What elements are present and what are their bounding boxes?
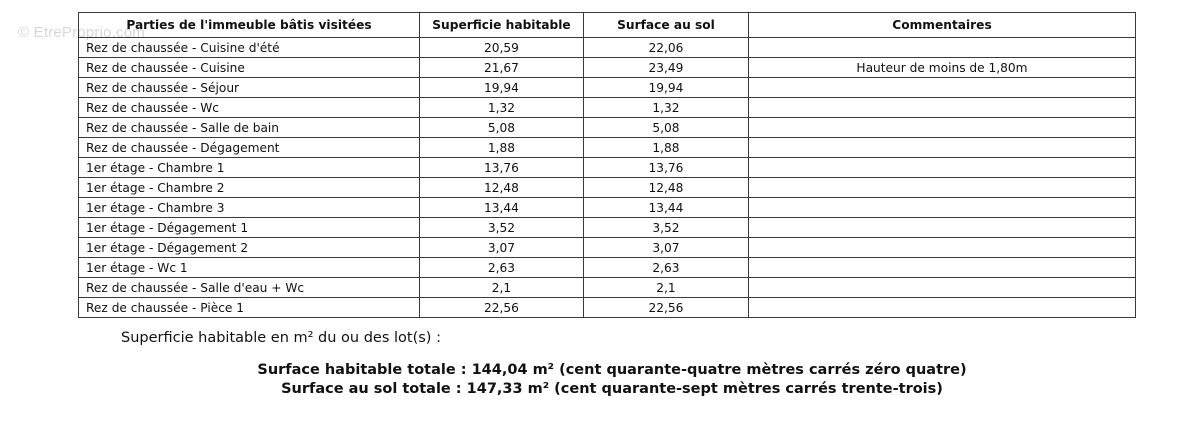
- watermark-text: © EtreProprio.com: [18, 24, 145, 41]
- comment-cell: [749, 158, 1136, 178]
- sol-cell: 19,94: [584, 78, 749, 98]
- habitable-cell: 20,59: [420, 38, 584, 58]
- table-row: [79, 158, 1136, 178]
- room-cell: Rez de chaussée - Pièce 1: [79, 298, 420, 318]
- comment-cell: [749, 178, 1136, 198]
- comment-cell: [749, 238, 1136, 258]
- table-row: [79, 178, 1136, 198]
- sol-cell: 13,76: [584, 158, 749, 178]
- sol-cell: 13,44: [584, 198, 749, 218]
- habitable-subtitle: Superficie habitable en m² du ou des lot(s) :: [121, 330, 441, 346]
- habitable-cell: 3,52: [420, 218, 584, 238]
- comment-cell: [749, 278, 1136, 298]
- header-rooms: Parties de l'immeuble bâtis visitées: [79, 13, 420, 38]
- comment-cell: [749, 218, 1136, 238]
- comment-cell: [749, 198, 1136, 218]
- habitable-cell: 1,88: [420, 138, 584, 158]
- habitable-cell: 12,48: [420, 178, 584, 198]
- room-cell: Rez de chaussée - Dégagement: [79, 138, 420, 158]
- comment-cell: [749, 298, 1136, 318]
- sol-cell: 5,08: [584, 118, 749, 138]
- table-row: [79, 58, 1136, 78]
- table-row: [79, 98, 1136, 118]
- comment-cell: [749, 138, 1136, 158]
- comment-cell: [749, 38, 1136, 58]
- room-cell: Rez de chaussée - Wc: [79, 98, 420, 118]
- table-row: [79, 78, 1136, 98]
- table-row: [79, 258, 1136, 278]
- habitable-cell: 2,63: [420, 258, 584, 278]
- habitable-cell: 2,1: [420, 278, 584, 298]
- comment-cell: [749, 118, 1136, 138]
- comment-cell: [749, 258, 1136, 278]
- room-cell: Rez de chaussée - Cuisine d'été: [79, 38, 420, 58]
- header-comments: Commentaires: [749, 13, 1136, 38]
- table-row: [79, 138, 1136, 158]
- sol-cell: 22,06: [584, 38, 749, 58]
- room-cell: Rez de chaussée - Cuisine: [79, 58, 420, 78]
- sol-cell: 22,56: [584, 298, 749, 318]
- sol-cell: 3,52: [584, 218, 749, 238]
- room-cell: 1er étage - Chambre 3: [79, 198, 420, 218]
- room-cell: 1er étage - Dégagement 1: [79, 218, 420, 238]
- room-cell: 1er étage - Wc 1: [79, 258, 420, 278]
- table-body: [79, 38, 1136, 318]
- table-row: [79, 198, 1136, 218]
- sol-cell: 2,63: [584, 258, 749, 278]
- table-row: [79, 218, 1136, 238]
- table-row: [79, 238, 1136, 258]
- table-row: [79, 118, 1136, 138]
- sol-cell: 1,88: [584, 138, 749, 158]
- room-cell: Rez de chaussée - Salle de bain: [79, 118, 420, 138]
- habitable-cell: 21,67: [420, 58, 584, 78]
- comment-cell: [749, 78, 1136, 98]
- habitable-cell: 13,44: [420, 198, 584, 218]
- table-row: [79, 38, 1136, 58]
- total-sol: Surface au sol totale : 147,33 m² (cent quarante-sept mètres carrés trente-trois): [281, 381, 943, 397]
- habitable-cell: 3,07: [420, 238, 584, 258]
- header-sol: Surface au sol: [584, 13, 749, 38]
- room-cell: 1er étage - Dégagement 2: [79, 238, 420, 258]
- table-row: [79, 298, 1136, 318]
- sol-cell: 3,07: [584, 238, 749, 258]
- habitable-cell: 1,32: [420, 98, 584, 118]
- table-header-row: [79, 13, 1136, 38]
- sol-cell: 23,49: [584, 58, 749, 78]
- room-cell: 1er étage - Chambre 2: [79, 178, 420, 198]
- comment-cell: [749, 98, 1136, 118]
- header-habitable: Superficie habitable: [420, 13, 584, 38]
- room-cell: Rez de chaussée - Salle d'eau + Wc: [79, 278, 420, 298]
- habitable-cell: 19,94: [420, 78, 584, 98]
- habitable-cell: 5,08: [420, 118, 584, 138]
- sol-cell: 12,48: [584, 178, 749, 198]
- room-cell: 1er étage - Chambre 1: [79, 158, 420, 178]
- total-habitable: Surface habitable totale : 144,04 m² (cent quarante-quatre mètres carrés zéro quatre): [257, 362, 967, 378]
- habitable-cell: 22,56: [420, 298, 584, 318]
- table-row: [79, 278, 1136, 298]
- room-cell: Rez de chaussée - Séjour: [79, 78, 420, 98]
- surfaces-table: [78, 12, 1136, 318]
- sol-cell: 2,1: [584, 278, 749, 298]
- comment-cell: Hauteur de moins de 1,80m: [749, 58, 1136, 78]
- sol-cell: 1,32: [584, 98, 749, 118]
- habitable-cell: 13,76: [420, 158, 584, 178]
